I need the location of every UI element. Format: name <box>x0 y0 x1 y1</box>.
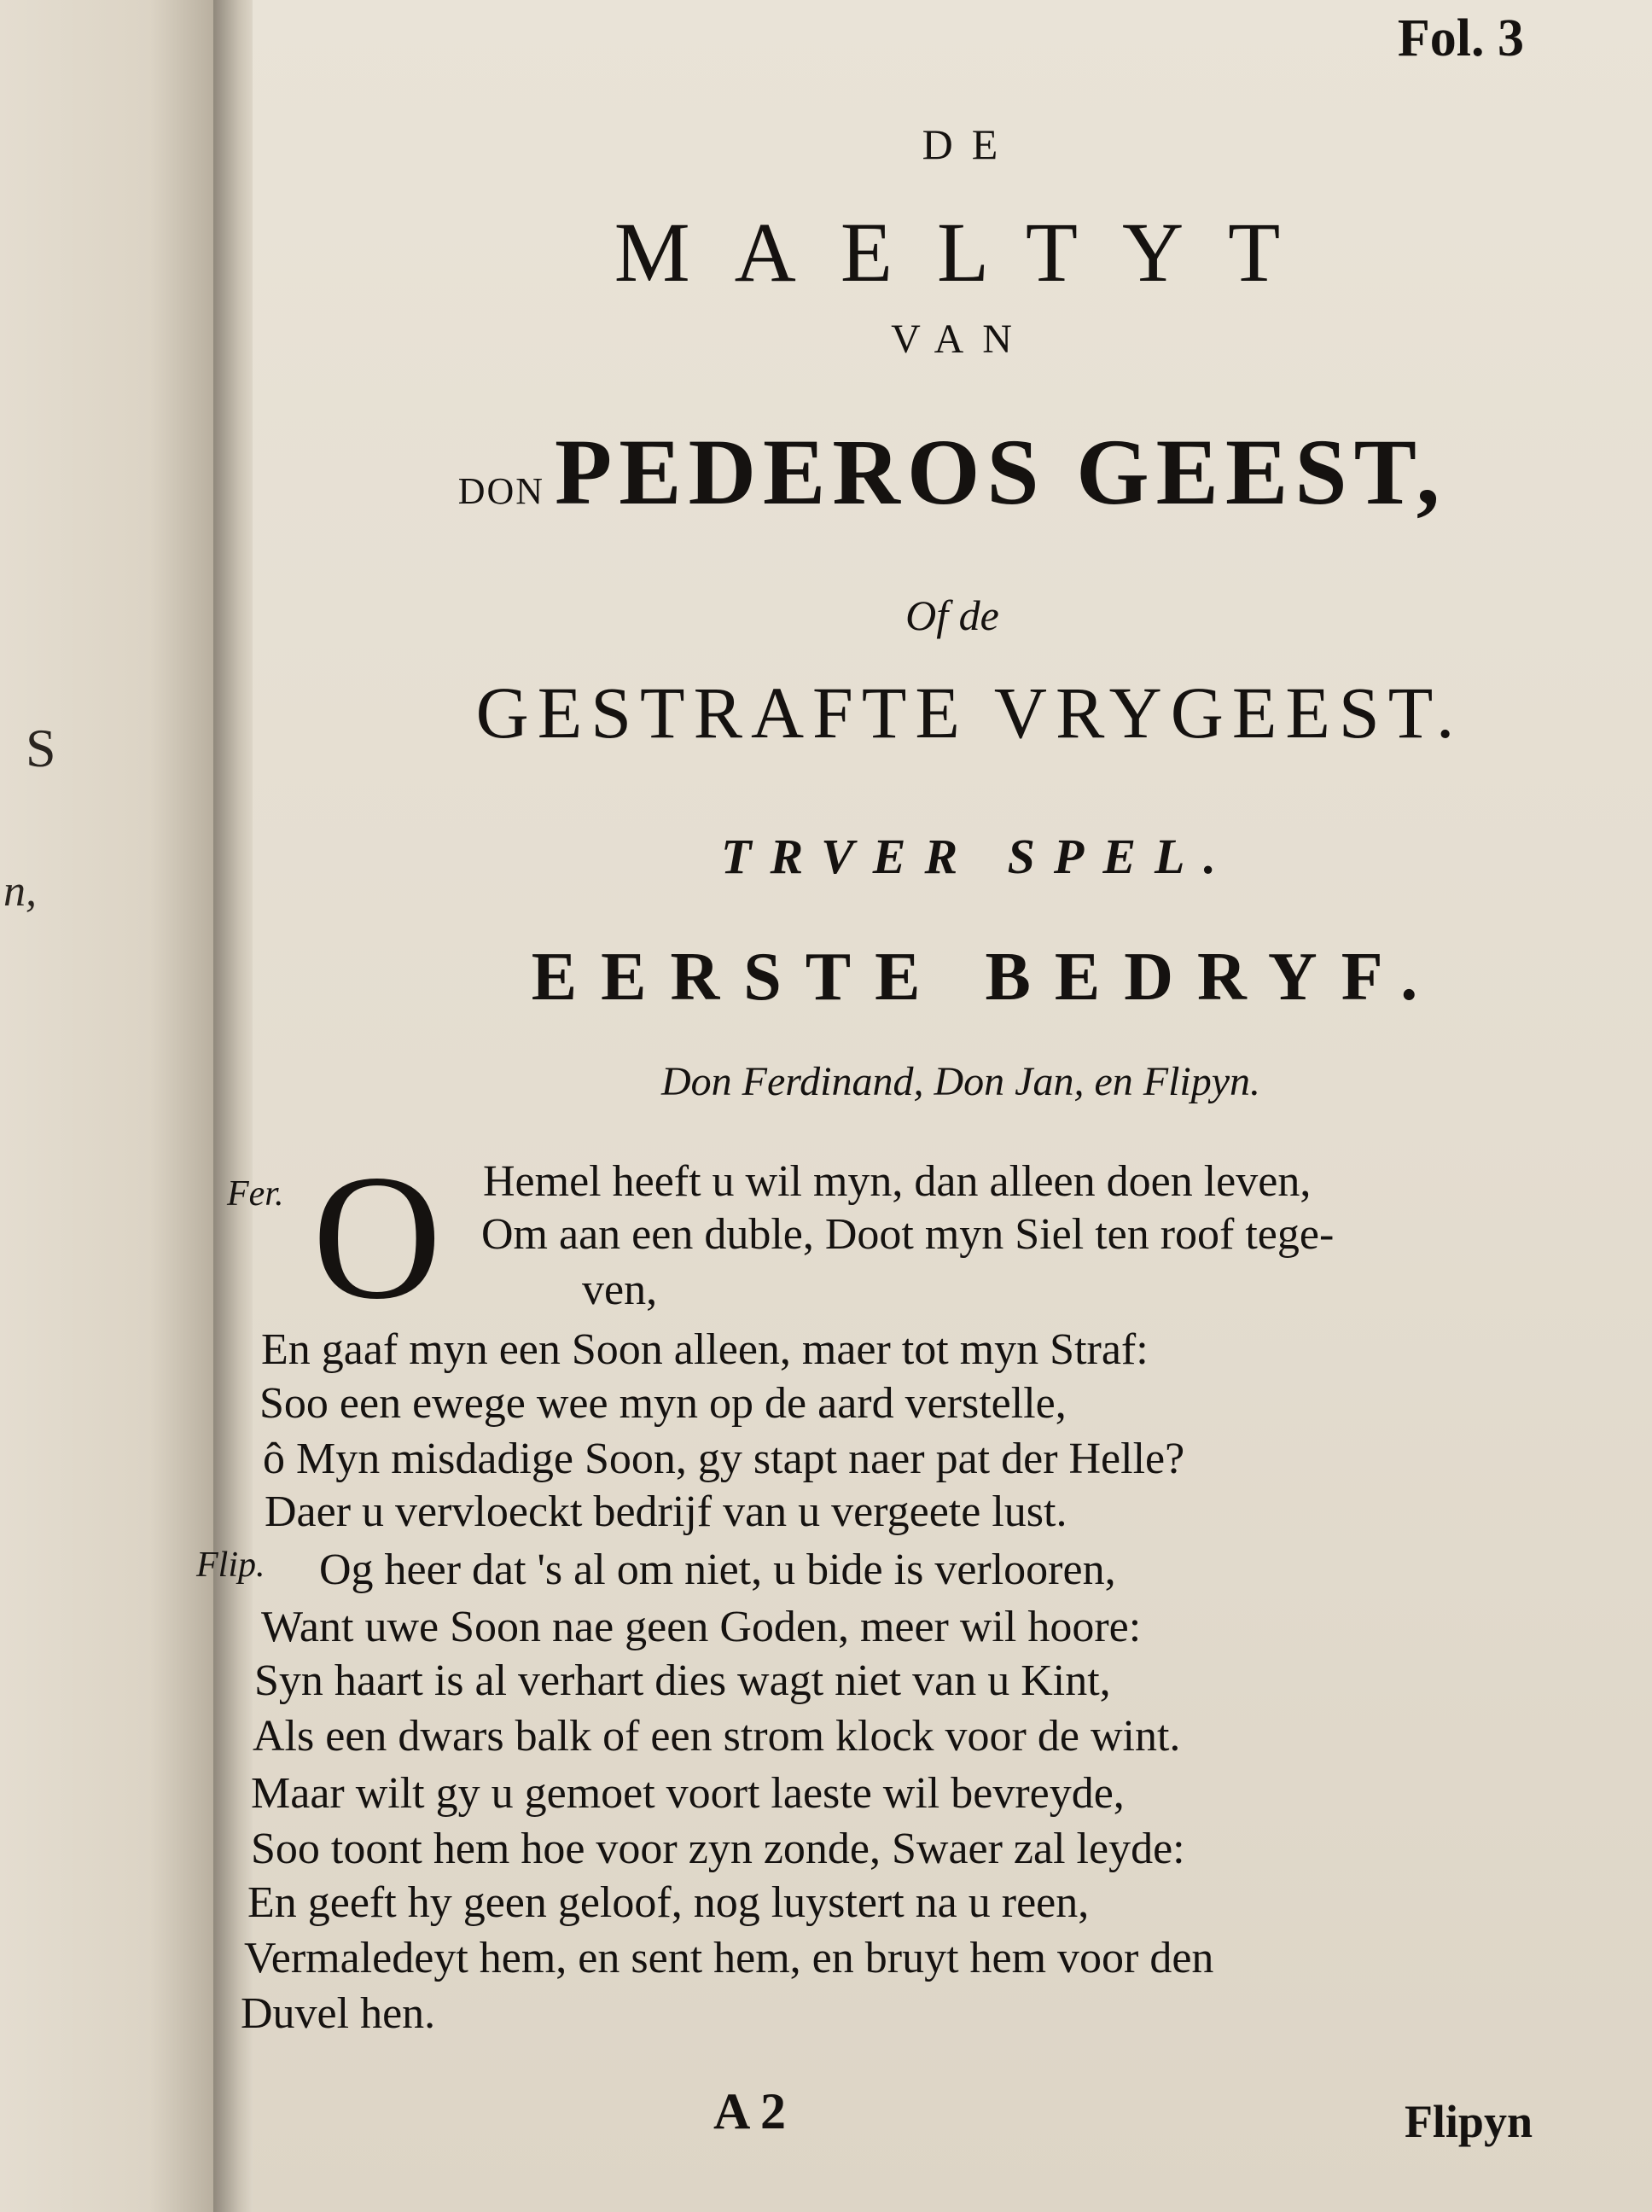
verse-line: Als een dwars balk of een strom klock voor de wint. <box>253 1712 1181 1761</box>
verse-line: Daer u vervloeckt bedrijf van u vergeete lust. <box>265 1487 1067 1536</box>
verse-line: Soo toont hem hoe voor zyn zonde, Swaer zal leyde: <box>251 1825 1185 1873</box>
verse-line: ô Myn misdadige Soon, gy stapt naer pat der Helle? <box>263 1435 1185 1483</box>
verse-line: Soo een ewege wee myn op de aard verstelle, <box>259 1379 1067 1428</box>
verse-line: Maar wilt gy u gemoet voort laeste wil bevreyde, <box>251 1769 1125 1818</box>
verse-line: Og heer dat 's al om niet, u bide is verlooren, <box>319 1545 1116 1594</box>
drop-cap: O <box>312 1138 442 1336</box>
act-heading: EERSTE BEDRYF. <box>531 940 1442 1015</box>
catchword: Flipyn <box>1404 2096 1533 2147</box>
dramatis-personae: Don Ferdinand, Don Jan, en Flipyn. <box>660 1059 1261 1104</box>
verse-line: Syn haart is al verhart dies wagt niet van u Kint, <box>254 1656 1111 1705</box>
title-pederos <box>253 418 1652 527</box>
verse-line: En geeft hy geen geloof, nog luystert na u reen, <box>247 1878 1090 1927</box>
facing-page <box>0 0 213 2212</box>
genre-heading: TRVER SPEL. <box>721 829 1235 884</box>
title-don: DON <box>457 470 545 512</box>
verse-line: Vermaledeyt hem, en sent hem, en bruyt hem voor den <box>244 1934 1214 1982</box>
title-de: DE <box>922 120 1017 168</box>
verse-line: Want uwe Soon nae geen Goden, meer wil hoore: <box>261 1603 1142 1651</box>
speaker-label: Flip. <box>196 1545 265 1585</box>
signature-mark: A 2 <box>713 2083 787 2139</box>
facing-page-fragment: S <box>26 718 56 778</box>
verse-line: Hemel heeft u wil myn, dan alleen doen leven, <box>483 1157 1312 1206</box>
folio-number: Fol. 3 <box>1397 9 1524 67</box>
verse-line: Om aan een duble, Doot myn Siel ten roof tege- <box>481 1210 1335 1259</box>
facing-page-fragment: n, <box>3 867 37 916</box>
title-van: VAN <box>891 317 1031 362</box>
verse-line: Duvel hen. <box>241 1989 436 2038</box>
verse-line: En gaaf myn een Soon alleen, maer tot myn Straf: <box>261 1325 1149 1374</box>
title-maeltyt: MAELTYT <box>614 205 1325 300</box>
title-of-de: Of de <box>905 591 999 639</box>
title-gestrafte-vrygeest: GESTRAFTE VRYGEEST. <box>475 672 1463 754</box>
speaker-label: Fer. <box>227 1174 284 1214</box>
title-pederos-geest: PEDEROS GEEST, <box>555 420 1447 524</box>
verse-line: ven, <box>582 1266 658 1314</box>
book-page <box>196 0 1652 2212</box>
